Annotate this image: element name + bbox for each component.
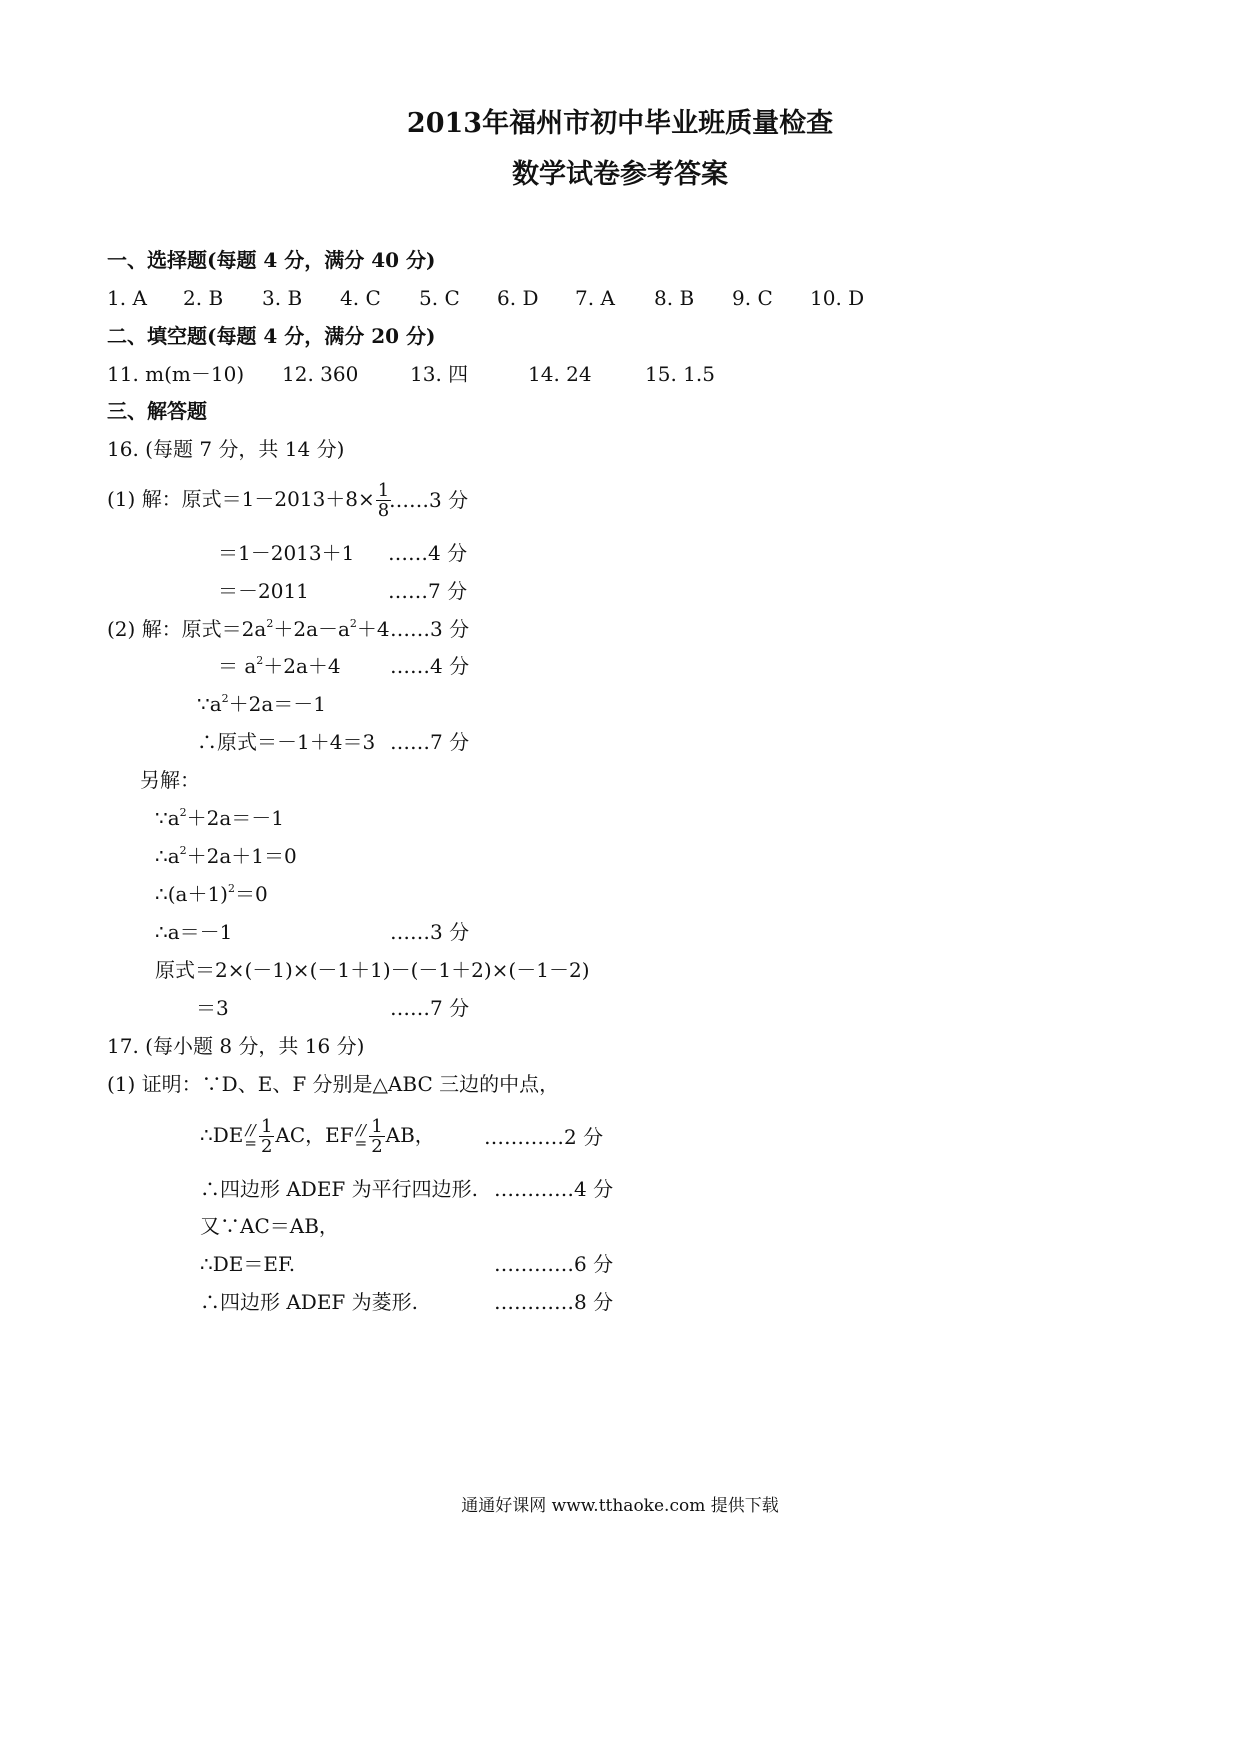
q17-line-5: ∴DE＝EF. (200, 1252, 296, 1276)
score: ……4 分 (388, 541, 468, 565)
q17-header: 17. (每小题 8 分，共 16 分) (107, 1034, 365, 1058)
title-line-1: 2013年福州市初中毕业班质量检查 (406, 108, 834, 139)
choice-answer: 4. C (340, 286, 381, 310)
q16-p1-line2: ＝1－2013＋1 (218, 541, 355, 565)
section-3-heading: 三、解答题 (107, 399, 207, 423)
fill-answer: 15. 1.5 (645, 362, 715, 386)
alt-line-5: 原式＝2×(－1)×(－1＋1)－(－1＋2)×(－1－2) (155, 958, 590, 982)
score: ……3 分 (390, 617, 470, 641)
q16-p2-line4: ∴原式＝－1＋4＝3 (197, 730, 376, 754)
score: …………8 分 (494, 1290, 614, 1314)
choice-answer: 7. A (575, 286, 615, 310)
score: …………4 分 (494, 1177, 614, 1201)
q16-p1-line3: ＝－2011 (218, 579, 309, 603)
alt-line-6: ＝3 (196, 996, 229, 1020)
fill-answer: 13. 四 (410, 362, 469, 386)
score: ……7 分 (390, 996, 470, 1020)
alt-line-4: ∴a＝－1 (155, 920, 233, 944)
q16-header: 16. (每题 7 分，共 14 分) (107, 437, 345, 461)
choice-answer: 3. B (262, 286, 303, 310)
choice-answer: 5. C (419, 286, 460, 310)
q17-line-1: (1) 证明：∵D、E、F 分别是△ABC 三边的中点， (107, 1072, 560, 1096)
q17-line-6: ∴四边形 ADEF 为菱形. (200, 1290, 419, 1314)
q17-line-4: 又∵AC＝AB， (200, 1214, 339, 1238)
q17-line-2: ∴DE // = $\frac{1}{2}$ AC，EF // = $\frac{1}{2}$ AB， (200, 1116, 435, 1157)
choice-answer: 10. D (810, 286, 865, 310)
score: …………2 分 (484, 1125, 604, 1149)
score: ……4 分 (390, 654, 470, 678)
title-line-2: 数学试卷参考答案 (512, 159, 728, 190)
fraction-one-half: $\frac{1}{2}$ (260, 1116, 273, 1157)
fill-answer: 12. 360 (282, 362, 359, 386)
choice-answer: 9. C (732, 286, 773, 310)
score: ……3 分 (389, 488, 469, 512)
fill-answer: 11. m(m－10) (107, 362, 245, 386)
section-2-heading: 二、填空题(每题 4 分，满分 20 分) (107, 324, 436, 348)
alt-line-2: $\therefore a^2+2a+1=0$ (155, 844, 297, 868)
score: ……7 分 (388, 579, 468, 603)
alt-line-3: $\therefore(a+1)^2=0$ (155, 882, 268, 906)
fraction-one-eighth: $\frac{1}{8}$ (377, 480, 390, 521)
alt-solution-label: 另解： (140, 768, 200, 792)
parallel-equal-symbol: // = (244, 1120, 257, 1152)
q17-line-3: ∴四边形 ADEF 为平行四边形. (200, 1177, 479, 1201)
page-footer: 通通好课网 www.tthaoke.com 提供下载 (461, 1496, 779, 1516)
score: ……7 分 (390, 730, 470, 754)
fraction-one-half: $\frac{1}{2}$ (371, 1116, 383, 1157)
choice-answer: 2. B (183, 286, 224, 310)
score: ……3 分 (390, 920, 470, 944)
section-1-heading: 一、选择题(每题 4 分，满分 40 分) (107, 248, 436, 272)
parallel-equal-symbol: // = (354, 1120, 368, 1152)
score: …………6 分 (494, 1252, 614, 1276)
alt-line-1: $\because a^2+2a=-1$ (155, 806, 285, 830)
q16-p2-line3: $\because a^2+2a=-1$ (197, 692, 327, 716)
q16-p2-line1: (2) 解：原式$=2a^2+2a-a^2+4$ (107, 617, 390, 641)
choice-answer: 6. D (497, 286, 539, 310)
q16-p1-line1: (1) 解：原式＝1－2013＋8× $\frac{1}{8}$ (107, 480, 390, 521)
choice-answer: 8. B (654, 286, 695, 310)
choice-answer: 1. A (107, 286, 147, 310)
fill-answer: 14. 24 (528, 362, 592, 386)
q16-p2-line2: ＝ $a^2+2a+4$ (218, 654, 341, 678)
